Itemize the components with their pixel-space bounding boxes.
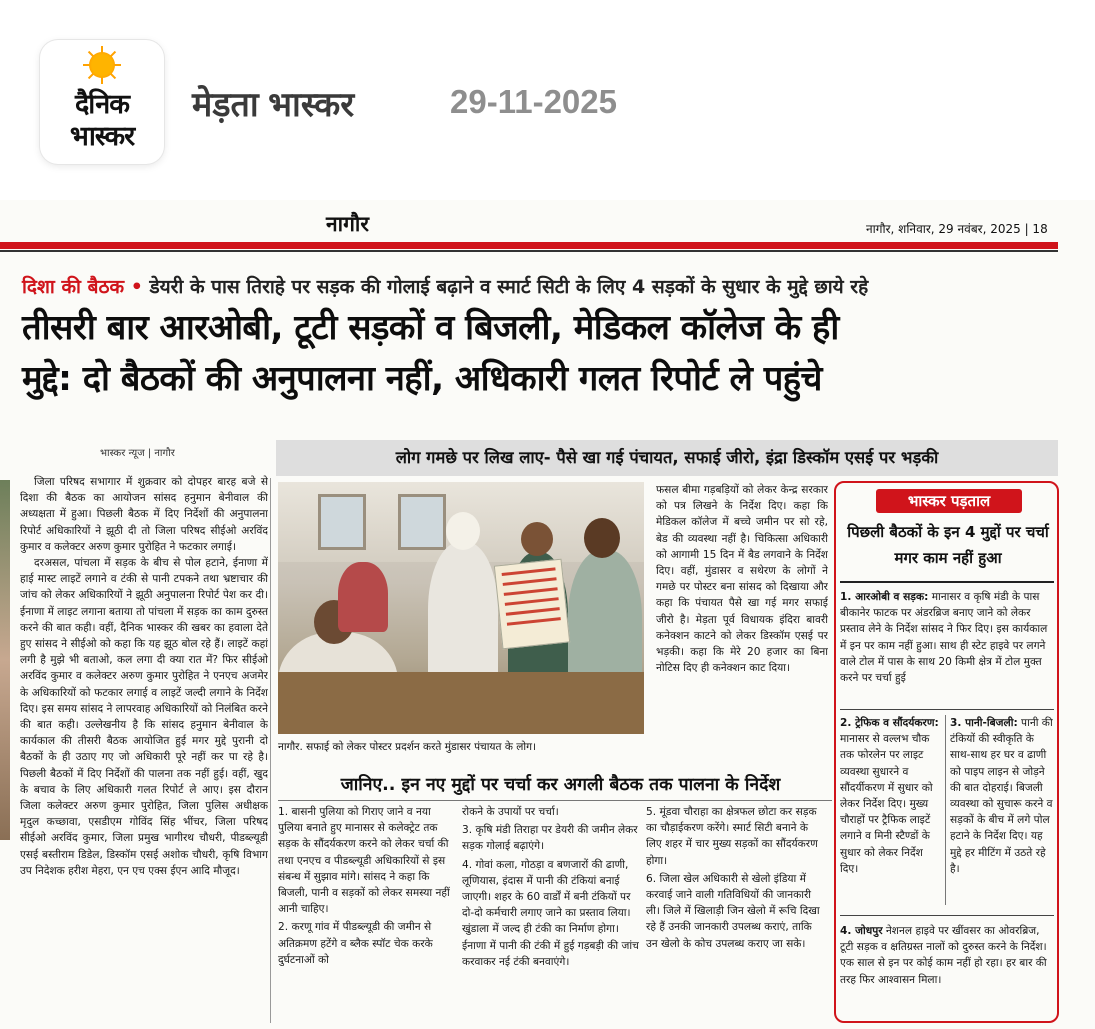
photo-table <box>278 672 644 734</box>
padtal-item-text: मानासर से वल्लभ चौक तक फोरलेन पर लाइट व्यवस्था सुधारने व सौंदर्यीकरण में सुधार को लेकर निर्देश दिए। मुख्य चौराहों पर ट्रैफिक लाइटें लगाने व मिनी स्टैण्डों के सुधार को लेकर निर्देश दिए। <box>840 733 933 875</box>
article-byline: भास्कर न्यूज | नागौर <box>100 448 175 459</box>
masthead-red-rule <box>0 242 1058 249</box>
edition-title: मेड़ता भास्कर <box>192 86 355 124</box>
sun-icon <box>89 52 115 78</box>
padtal-item-label: 1. आरओबी व सड़क: <box>840 591 929 603</box>
article-body-left <box>20 474 268 1024</box>
column-divider <box>270 478 271 1023</box>
article-body-mid <box>656 482 828 788</box>
padtal-item-4 <box>840 923 1054 1019</box>
janiye-rule <box>278 800 832 801</box>
janiye-item: 3. कृषि मंडी तिराहा पर डेयरी की जमीन लेकर सड़क गोलाई बढ़ाएंगे। <box>462 824 638 853</box>
protest-poster <box>494 559 570 650</box>
dainik-bhaskar-logo[interactable] <box>40 40 164 164</box>
logo-line-2: भास्कर <box>69 121 135 152</box>
kicker-label: दिशा की बैठक • <box>22 276 143 298</box>
page-city-label: नागौर <box>326 212 369 236</box>
padtal-item-label: 3. पानी-बिजली: <box>950 717 1018 729</box>
page-dateline: नागौर, शनिवार, 29 नवंबर, 2025 | 18 <box>866 222 1048 236</box>
body-paragraph: फसल बीमा गड़बड़ियों को लेकर केन्द्र सरकार को पत्र लिखने के निर्देश दिए। कहा कि मेडिकल कॉलेज में बच्चे जमीन पर सो रहे, बेड की व्यवस्था नहीं है। चिकित्सा अधिकारी को आगामी 15 दिन में बैड लगवाने के निर्देश दिए। वहीं, मुंडासर व सथेरण के लोगों ने गमछे पर पोस्टर बना सांसद को दिखाया और कहा कि पंचायत पैसे खा गई मगर सफाई जीरो है। मेड़ता पूर्व विधायक इंदिरा बावरी कनेक्शन काटने को लेकर डिस्कॉम एसई पर भड़की। कहा कि मेरे 20 हजार का बिना नोटिस दिए ही कनेक्शन काट दिया। <box>656 484 828 675</box>
padtal-item-label: 2. ट्रेफिक व सौंदर्यकरण: <box>840 717 939 729</box>
logo-line-1: दैनिक <box>74 89 130 120</box>
padtal-item-1 <box>840 589 1054 707</box>
janiye-item: 2. करणू गांव में पीडब्ल्यूडी की जमीन से अतिक्रमण हटेंगे व ब्लैक स्पॉट चेक करके दुर्घटनाओं को <box>278 921 433 966</box>
padtal-tag: भास्कर पड़ताल <box>876 489 1022 513</box>
article-photo[interactable] <box>278 482 644 734</box>
janiye-item: 4. गोवां कला, गोठड़ा व बणजारों की ढाणी, लूणियास, इंदास में पानी की टंकियां बनाई जाएगी। शहर के 60 वार्डों में बनी टंकियों पर दो-दो कर्मचारी लगाए जाने का प्रस्ताव लिया। खुंडाला में जल्द ही टंकी का निर्माण होगा। ईनाणा में पानी की टंकी में हुई गड़बड़ी की जांच करवाकर नई टंकी बनवाएंगे। <box>462 858 639 968</box>
padtal-item-2 <box>840 715 942 905</box>
photo-head <box>521 522 553 556</box>
janiye-item: रोकने के उपायों पर चर्चा। <box>462 806 559 818</box>
padtal-title: पिछली बैठकों के इन 4 मुद्दों पर चर्चा मगर काम नहीं हुआ <box>847 523 1049 567</box>
app-header <box>0 0 1095 190</box>
janiye-item: 1. बासनी पुलिया को गिराए जाने व नया पुलिया बनाते हुए मानासर से कलेक्ट्रेट तक सड़क के सौंदर्यकरण करने को लेकर चर्चा की तथा एनएच व पीडब्ल्यूडी अधिकारियों से इस संबन्ध में सुझाव मांगे। सांसद ने कहा कि बिजली, पानी व सड़कों को लेकर समस्या नहीं आनी चाहिए। <box>278 806 450 916</box>
adjacent-clipping-strip <box>0 480 10 840</box>
janiye-section-title: जानिए.. इन नए मुद्दों पर चर्चा कर अगली बैठक तक पालना के निर्देश <box>340 775 781 795</box>
body-paragraph: दरअसल, पांचला में सड़क के बीच से पोल हटाने, ईनाणा में हाई मास्ट लाइटें लगाने व टंकी से पानी टपकने तथा भ्रष्टाचार की जांच को लेकर अधिकारियों ने झूठी अनुपालना रिपोर्ट पेश कर दी। ईनाणा में लाइट लगाना बताया तो पांचला में सड़क का काम दुरुस्त करने की बात कही। वहीं, दैनिक भास्कर की खबर का हवाला देते हुए सांसद ने सीईओ को कहा कि यह झूठ बोल रहे हैं। लाइटें कहां लगी है मुझे भी बताओ, कल लगा दी क्या रात में? फिर सीईओ अरविंद कुमार व कलेक्टर अरुण कुमार पुरोहित ने एनएच अजमेर के अधिकारियों को फटकार लगाई व लाइटें जल्दी लगाने के निर्देश दिए। इस समय सांसद ने लापरवाह अधिकारियों को निलंबित करने की बात कही। उल्लेखनीय है कि सांसद हनुमान बेनीवाल के कार्यकाल की तीसरी बैठक आयोजित हुई मगर मुद्दे पुरानी दो बैठकों के ही उठाए गए जो अधिकारी पूरे नहीं कर पा रहे है। पिछली बैठकों में दिए निर्देशों की पालना तक नहीं हुई। वहीं, खुद के बचाव के लिए अधिकारी गलत रिपोर्ट ले आए। इस दौरान जिला कलेक्टर अरुण कुमार पुरोहित, जिला पुलिस अधीक्षक मृदुल कच्छावा, एसडीएम गोविंद सिंह भींचर, जिला परिषद सीईओ अरविंद कुमार, जिला प्रमुख भागीरथ चौधरी, पीडब्ल्यूडी एसई बस्तीराम डिडेल, डिस्कॉम एसई अशोक चौधरी, कृषि विभाग उप निदेशक हरीश मेहरा, एन एच एक्स ईएन आदि मौजूद। <box>20 557 268 877</box>
janiye-column-1 <box>278 804 456 1026</box>
photo-person <box>338 562 388 632</box>
janiye-column-3 <box>646 804 824 1026</box>
padtal-divider <box>840 915 1054 916</box>
bhaskar-padtal-box <box>834 481 1059 1023</box>
padtal-item-text: नेशनल हाइवे पर खींवसर का ओवरब्रिज, टूटी सड़क व क्षतिग्रस्त नालों को दुरुस्त करने के निर्देश। एक साल से इन पर कोई काम नहीं हो रहा। हर बार की तरह फिर आश्वासन मिला। <box>840 925 1047 986</box>
headline-line-1: तीसरी बार आरओबी, टूटी सड़कों व बिजली, मेडिकल कॉलेज के ही <box>22 308 839 348</box>
padtal-item-text: पानी की टंकियों की स्वीकृति के साथ-साथ हर घर व ढाणी को पाइप लाइन से जोड़ने की बात दोहराई। बिजली व्यवस्था को सुचारू करने व सड़कों के बीच में लगे पोल हटाने के निर्देश दिए। यह मुद्दे हर मीटिंग में उठते रहे है। <box>950 717 1053 875</box>
article-subhead: लोग गमछे पर लिख लाए- पैसे खा गई पंचायत, सफाई जीरो, इंद्रा डिस्कॉम एसई पर भड़की <box>276 440 1058 476</box>
kicker-text: डेयरी के पास तिराहे पर सड़क की गोलाई बढ़ाने व स्मार्ट सिटी के लिए 4 सड़कों के सुधार के मुद्दे छाये रहे <box>142 276 869 298</box>
article-kicker <box>22 273 868 299</box>
photo-window <box>318 494 366 550</box>
janiye-column-2 <box>462 804 640 1026</box>
photo-window <box>398 494 446 550</box>
newspaper-page <box>0 200 1095 1029</box>
padtal-divider <box>945 715 946 905</box>
photo-person <box>428 542 498 692</box>
edition-date[interactable]: 29-11-2025 <box>450 83 617 120</box>
headline-line-2: मुद्दे: दो बैठकों की अनुपालना नहीं, अधिकारी गलत रिपोर्ट ले पहुंचे <box>22 359 822 399</box>
padtal-rule <box>840 581 1054 583</box>
photo-head <box>446 512 480 550</box>
padtal-item-text: मानासर व कृषि मंडी के पास बीकानेर फाटक पर अंडरब्रिज बनाए जाने को लेकर प्रस्ताव लेने के निर्देश सांसद ने फिर दिए। इस कार्यकाल में इन पर काम नहीं हुआ। साथ ही स्टेट हाइवे पर लगने वाले टोल में पास के साथ 20 किमी क्षेत्र में टोल मुक्त करने पर चर्चा हुई <box>840 591 1048 685</box>
padtal-divider <box>840 709 1054 710</box>
photo-caption: नागौर. सफाई को लेकर पोस्टर प्रदर्शन करते मुंडासर पंचायत के लोग। <box>278 741 536 753</box>
padtal-item-label: 4. जोधपुर <box>840 925 883 937</box>
masthead-black-rule <box>0 250 1058 252</box>
padtal-item-3 <box>950 715 1054 905</box>
article-headline <box>22 303 1072 405</box>
body-paragraph: जिला परिषद सभागार में शुक्रवार को दोपहर बारह बजे से दिशा की बैठक का आयोजन सांसद हनुमान बेनीवाल की अध्यक्षता में हुआ। पिछली बैठक में दिए निर्देशों की अनुपालना रिपोर्ट अधिकारियों ने झूठी दी तो जिला परिषद सीईओ अरविंद कुमार व कलेक्टर अरुण कुमार पुरोहित ने फटकार लगाई। <box>20 476 268 553</box>
janiye-item: 6. जिला खेल अधिकारी से खेलो इंडिया में करवाई जाने वाली गतिविधियों की जानकारी ली। जिले में खिलाड़ी जिन खेलो में रूचि दिखा रहे हैं उनकी जानकारी उपलब्ध कराएं, ताकि उन खेलो के कोच उपलब्ध कराए जा सके। <box>646 872 820 950</box>
photo-head <box>584 518 620 558</box>
janiye-item: 5. मूंडवा चौराहा का क्षेत्रफल छोटा कर सड़क का चौड़ाईकरण करेंगे। स्मार्ट सिटी बनाने के लिए शहर में चार मुख्य सड़कों का सौंदर्यकरण होगा। <box>646 806 818 867</box>
